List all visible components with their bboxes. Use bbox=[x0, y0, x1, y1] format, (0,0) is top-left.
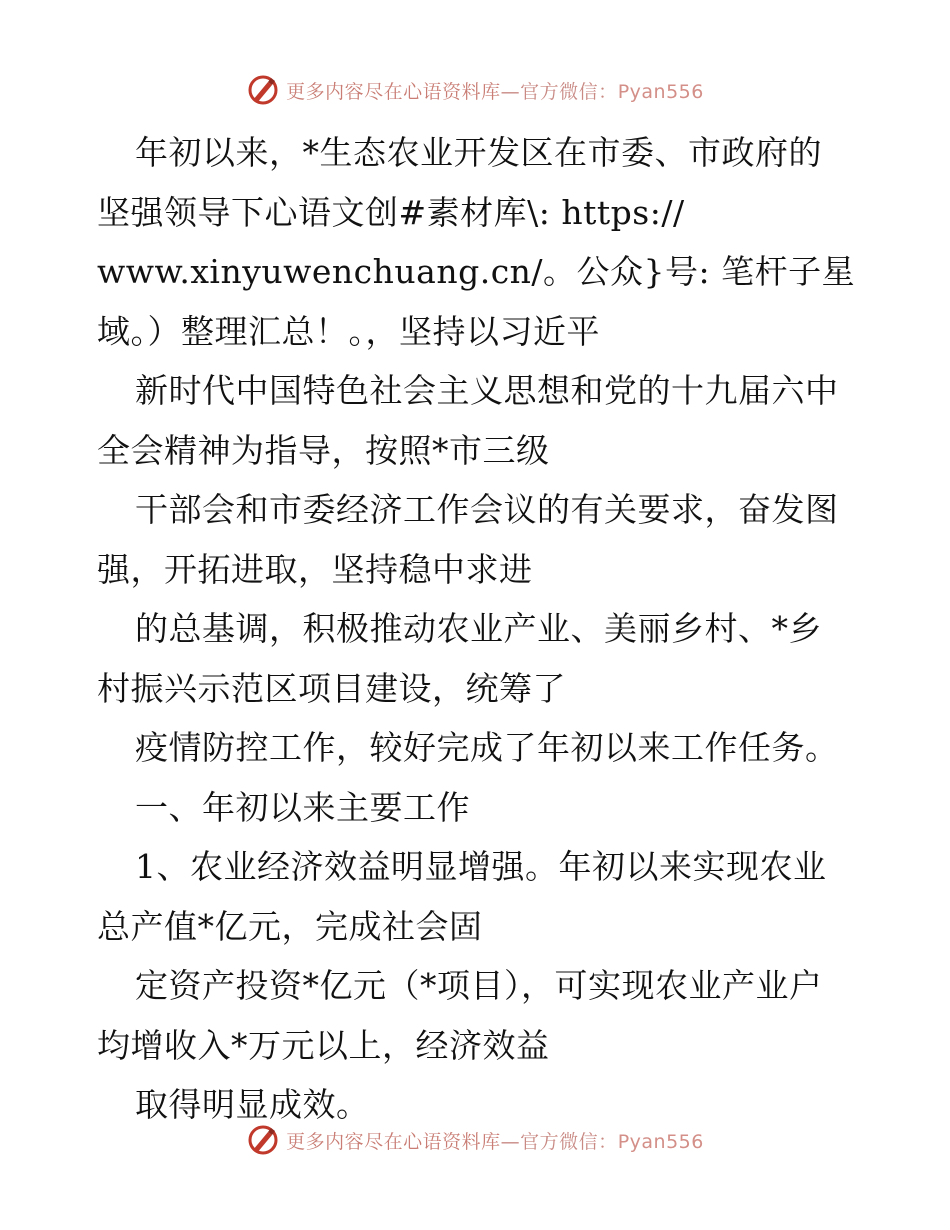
body-text-line: 干部会和市委经济工作会议的有关要求，奋发图 bbox=[135, 490, 839, 529]
footer-watermark-brand: 更多内容尽在心语资料库 bbox=[286, 1130, 501, 1153]
footer-watermark-text bbox=[286, 1127, 704, 1154]
footer-watermark-inner bbox=[246, 1123, 704, 1157]
body-text-line: 定资产投资*亿元（*项目），可实现农业产业户 bbox=[135, 966, 823, 1005]
body-text-line: 均增收入*万元以上，经济效益 bbox=[97, 1025, 550, 1065]
document-body bbox=[97, 123, 857, 1135]
body-text-line: 1、农业经济效益明显增强。年初以来实现农业 bbox=[135, 847, 827, 886]
body-text-line: 坚强领导下心语文创#素材库\: https:// bbox=[97, 192, 685, 232]
header-watermark-inner bbox=[246, 73, 704, 107]
body-text-line: 的总基调，积极推动农业产业、美丽乡村、*乡 bbox=[135, 609, 822, 648]
body-text-line: 取得明显成效。 bbox=[135, 1085, 370, 1124]
body-text-line: 一、年初以来主要工作 bbox=[135, 787, 470, 827]
body-text-line: 全会精神为指导，按照*市三级 bbox=[97, 430, 550, 470]
body-text-line: 域。）整理汇总！。，坚持以习近平 bbox=[97, 311, 600, 351]
footer-watermark-dash: —官方微信： bbox=[500, 1130, 618, 1153]
pen-circle-logo-icon bbox=[246, 1123, 280, 1157]
pen-circle-logo-icon bbox=[246, 73, 280, 107]
header-watermark-dash: —官方微信： bbox=[500, 80, 618, 103]
body-text-line: 新时代中国特色社会主义思想和党的十九届六中 bbox=[135, 371, 839, 410]
body-text-line: 总产值*亿元，完成社会固 bbox=[97, 906, 483, 946]
header-watermark-banner bbox=[0, 70, 950, 110]
footer-watermark-id: Pyan556 bbox=[617, 1130, 704, 1153]
body-text-line: 村振兴示范区项目建设，统筹了 bbox=[97, 668, 566, 708]
body-text-line: 疫情防控工作，较好完成了年初以来工作任务。 bbox=[135, 728, 839, 767]
header-watermark-id: Pyan556 bbox=[617, 80, 704, 103]
header-watermark-text bbox=[286, 77, 704, 104]
header-watermark-brand: 更多内容尽在心语资料库 bbox=[286, 80, 501, 103]
body-text-line: www.xinyuwenchuang.cn/。公众}号: 笔杆子星 bbox=[97, 252, 856, 291]
footer-watermark-banner bbox=[0, 1120, 950, 1160]
body-text-line: 强，开拓进取，坚持稳中求进 bbox=[97, 549, 533, 589]
body-text-line: 年初以来，*生态农业开发区在市委、市政府的 bbox=[135, 133, 822, 172]
